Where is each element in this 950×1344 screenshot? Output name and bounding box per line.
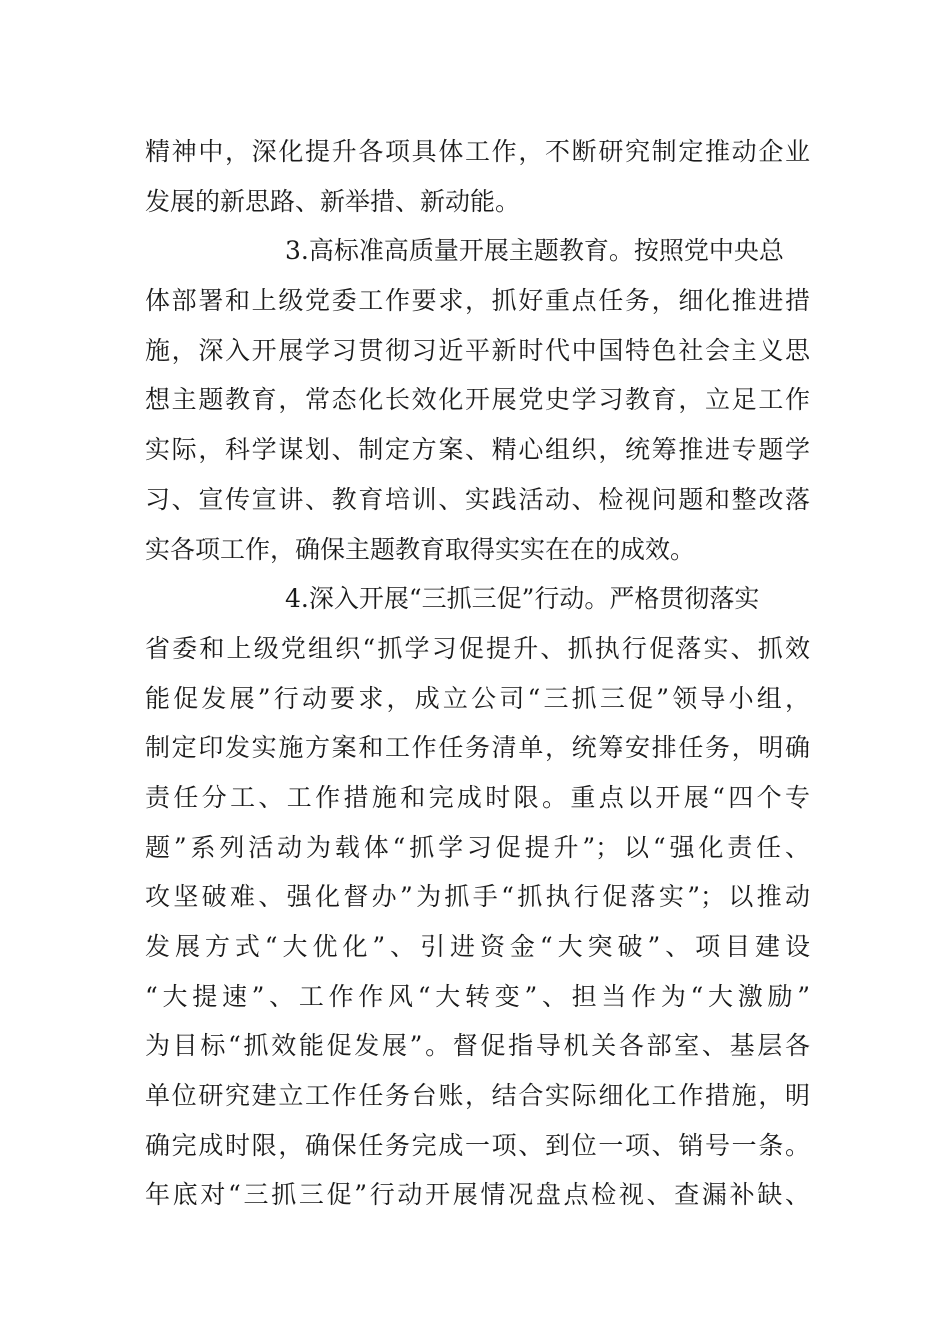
text-line: 年底对“三抓三促”行动开展情况盘点检视、查漏补缺、 <box>145 1180 810 1210</box>
text-line: 体部署和上级党委工作要求，抓好重点任务，细化推进措 <box>145 286 810 316</box>
section-heading-line: 4.深入开展“三抓三促”行动。严格贯彻落实 <box>285 584 760 614</box>
text-line: “大提速”、工作作风“大转变”、担当作为“大激励” <box>145 981 810 1011</box>
text-line: 实各项工作，确保主题教育取得实实在在的成效。 <box>145 534 696 564</box>
section-heading-line: 3.高标准高质量开展主题教育。按照党中央总 <box>285 236 784 266</box>
text-line: 精神中，深化提升各项具体工作，不断研究制定推动企业 <box>145 137 810 166</box>
text-line: 确完成时限，确保任务完成一项、到位一项、销号一条。 <box>145 1130 810 1160</box>
text-line: 施，深入开展学习贯彻习近平新时代中国特色社会主义思 <box>145 335 810 365</box>
text-line: 攻坚破难、强化督办”为抓手“抓执行促落实”；以推动 <box>145 882 810 912</box>
text-line: 习、宣传宣讲、教育培训、实践活动、检视问题和整改落 <box>145 484 810 514</box>
text-line: 责任分工、工作措施和完成时限。重点以开展“四个专 <box>145 782 810 812</box>
text-line: 实际，科学谋划、制定方案、精心组织，统筹推进专题学 <box>145 435 810 465</box>
text-line: 制定印发实施方案和工作任务清单，统筹安排任务，明确 <box>145 733 810 763</box>
text-line: 单位研究建立工作任务台账，结合实际细化工作措施，明 <box>145 1081 810 1111</box>
text-line: 为目标“抓效能促发展”。督促指导机关各部室、基层各 <box>145 1031 810 1061</box>
text-line: 省委和上级党组织“抓学习促提升、抓执行促落实、抓效 <box>145 633 810 663</box>
text-line: 想主题教育，常态化长效化开展党史学习教育，立足工作 <box>145 385 810 415</box>
text-line: 题”系列活动为载体“抓学习促提升”；以“强化责任、 <box>145 832 810 862</box>
text-line: 发展的新思路、新举措、新动能。 <box>145 186 521 216</box>
text-line: 发展方式“大优化”、引进资金“大突破”、项目建设 <box>145 932 810 961</box>
text-line: 能促发展”行动要求，成立公司“三抓三促”领导小组， <box>145 683 810 713</box>
body-text <box>145 127 810 1220</box>
